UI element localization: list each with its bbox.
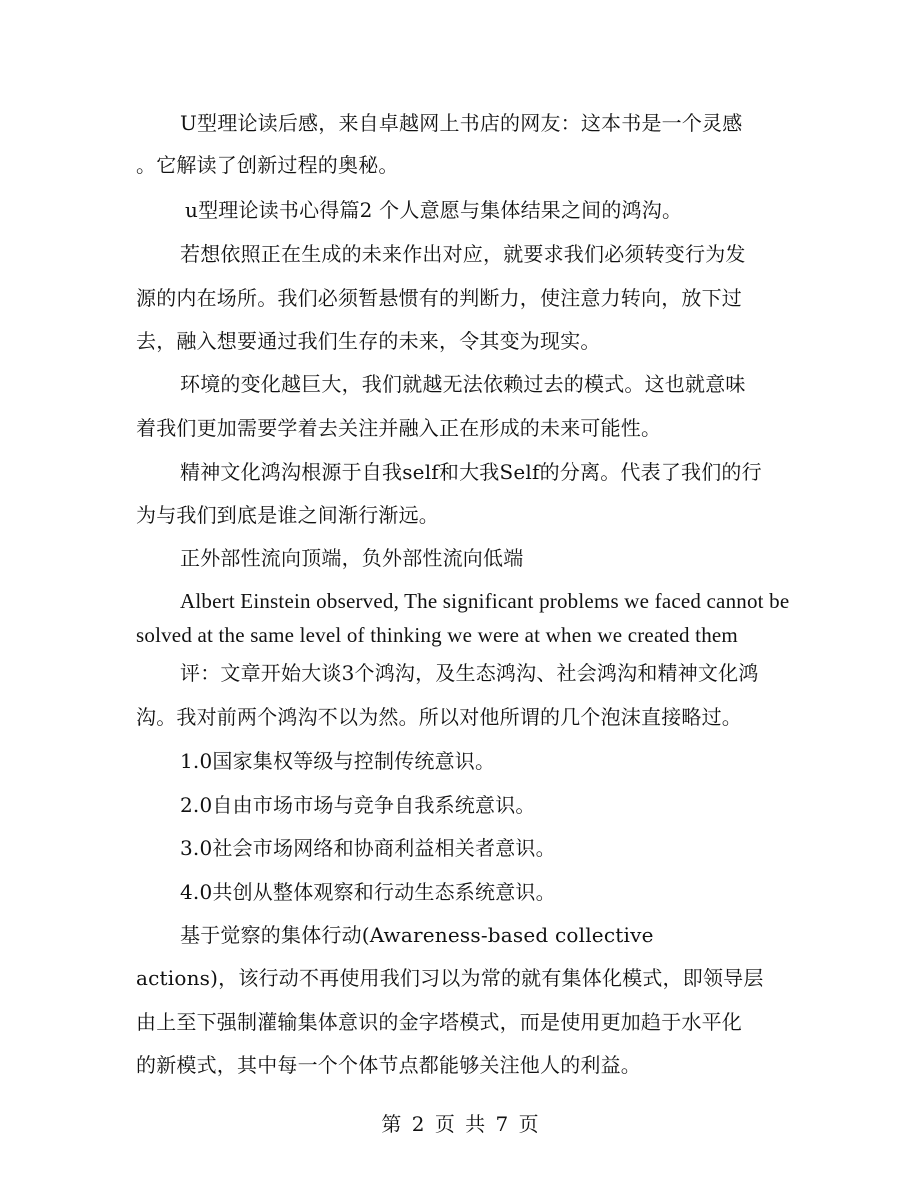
paragraph-line: 着我们更加需要学着去关注并融入正在形成的未来可能性。 xyxy=(136,416,662,440)
paragraph-line: solved at the same level of thinking we were at when we created them xyxy=(136,623,738,647)
list-item: 3.0社会市场网络和协商利益相关者意识。 xyxy=(180,836,556,860)
list-item: 1.0国家集权等级与控制传统意识。 xyxy=(180,749,496,773)
paragraph-line: 为与我们到底是谁之间渐行渐远。 xyxy=(136,503,439,527)
paragraph-line: 去，融入想要通过我们生存的未来，令其变为现实。 xyxy=(136,329,601,353)
paragraph-line: 沟。我对前两个鸿沟不以为然。所以对他所谓的几个泡沫直接略过。 xyxy=(136,705,742,729)
paragraph-line: 若想依照正在生成的未来作出对应，就要求我们必须转变行为发 xyxy=(180,242,746,266)
list-item: 2.0自由市场市场与竞争自我系统意识。 xyxy=(180,793,536,817)
paragraph-line: actions)，该行动不再使用我们习以为常的就有集体化模式，即领导层 xyxy=(136,966,764,990)
paragraph-line: 由上至下强制灌输集体意识的金字塔模式，而是使用更加趋于水平化 xyxy=(136,1010,742,1034)
paragraph-line: 正外部性流向顶端，负外部性流向低端 xyxy=(180,546,524,570)
paragraph-line: 源的内在场所。我们必须暂悬惯有的判断力，使注意力转向，放下过 xyxy=(136,286,742,310)
paragraph-line: U型理论读后感，来自卓越网上书店的网友：这本书是一个灵感 xyxy=(180,111,743,135)
list-item: 4.0共创从整体观察和行动生态系统意识。 xyxy=(180,880,556,904)
paragraph-line: 环境的变化越巨大，我们就越无法依赖过去的模式。这也就意味 xyxy=(180,372,746,396)
page-number-footer: 第 2 页 共 7 页 xyxy=(381,1112,539,1136)
paragraph-line: 评：文章开始大谈3个鸿沟，及生态鸿沟、社会鸿沟和精神文化鸿 xyxy=(180,661,759,685)
section-heading: u型理论读书心得篇2 个人意愿与集体结果之间的鸿沟。 xyxy=(185,198,683,222)
paragraph-line: 的新模式，其中每一个个体节点都能够关注他人的利益。 xyxy=(136,1053,641,1077)
paragraph-line: 基于觉察的集体行动(Awareness-based collective xyxy=(180,923,654,947)
paragraph-line: 。它解读了创新过程的奥秘。 xyxy=(136,153,399,177)
paragraph-line: 精神文化鸿沟根源于自我self和大我Self的分离。代表了我们的行 xyxy=(180,460,762,484)
paragraph-line: Albert Einstein observed, The significant problems we faced cannot be xyxy=(180,589,790,613)
